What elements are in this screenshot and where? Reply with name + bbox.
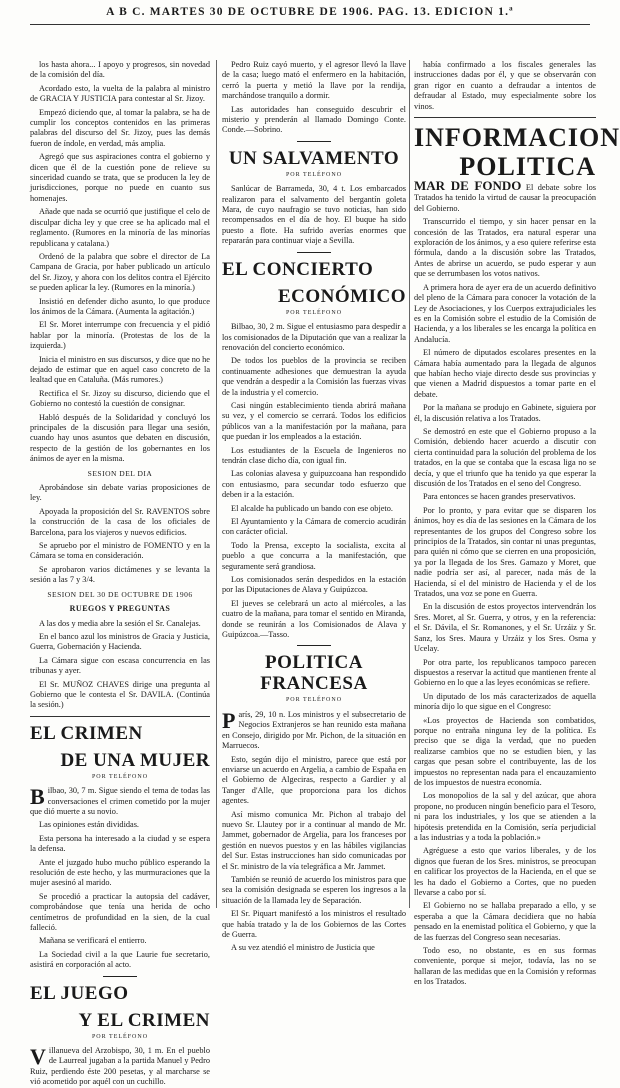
concierto-headline-2: ECONÓMICO bbox=[278, 285, 406, 307]
politica-headline: POLITICA bbox=[459, 152, 596, 182]
sesion-p1: Apoyada la proposición del Sr. RAVENTOS sobre la construcción de la casa de los oficiales de Barcelona, para los viajeros y nuevos edificios. bbox=[30, 506, 210, 537]
crimen-p1: Las opiniones están divididas. bbox=[39, 820, 140, 830]
politica-p1: Esto, según dijo el ministro, parece que está por enviarse un acuerdo en Argelia, a cambio de España en el Gobierno de Algeciras, respecto a Gardier y al Tanger d'Alle, que proporciona para los dichos agentes. bbox=[222, 754, 406, 806]
concierto-p3: Los estudiantes de la Escuela de Ingenieros no tendrán clase dicho día, con igual fin. bbox=[222, 445, 406, 465]
separator bbox=[103, 976, 137, 977]
ruegos-p3: El Sr. MUÑOZ CHAVES dirige una pregunta al Gobierno que le contesta el Sr. DAVILA. (Continúa la sesión.) bbox=[30, 679, 210, 710]
column-rule-2 bbox=[409, 60, 410, 908]
juego-byline: POR TELÉFONO bbox=[91, 1033, 149, 1040]
sesion-p2: Se apruebo por el ministro de FOMENTO y en la Cámara se toma en consideración. bbox=[30, 541, 210, 561]
juego-dropcap: V bbox=[30, 1044, 46, 1070]
concierto-p7: Todo la Prensa, excepto la socialista, excita al pueblo a que concurra a la manifestación, que seguramente será grandiosa. bbox=[222, 540, 406, 571]
sesion-date: SESION DEL 30 DE OCTUBRE DE 1906 bbox=[47, 589, 193, 599]
col1-intro-p8: Inicia el ministro en sus discursos, y dice que no he dejado de estimar que en aquel caso concreto de la lealtad que en Cataluña. (Más rumores.) bbox=[30, 354, 210, 385]
info-p9: Un diputado de los más caracterizados de aquella minoría dijo lo que sigue en el Congreso: bbox=[414, 691, 596, 712]
info-p0: Transcurrido el tiempo, y sin hacer pensar en la concesión de las Tratados, era natural esperar una exploración de los ánimos, y a eso quiere referirse esta fórmula, dando a la discusión sobre las Tratados, Antes de abrirse un acuerdo, se pudo esperar y aun que se derrumbasen los votos nativos. bbox=[414, 217, 596, 279]
politica-p0: arís, 29, 10 n. Los ministros y el subsecretario de Negocios Extranjeros se han reunido esta mañana en Consejo, dirigido por Mr. Pichon, de la situación en Marruecos. bbox=[222, 709, 406, 751]
concierto-p8: Los comisionados serán despedidos en la estación por las Diputaciones de Alava y Guipúzcoa. bbox=[222, 575, 406, 595]
ruegos-p2: La Cámara sigue con escasa concurrencia en las tribunas y ayer. bbox=[30, 655, 210, 676]
info-p1: A primera hora de ayer era de un acuerdo definitivo del pleno de la Cámara para conocer la votación de la Ley de Asociaciones, y los Cuerpos extrajudiciales les es en la Comisión sobre el estudio de la Comisión de Hacienda, y a los liberales se les encarga la política en Andalucía. bbox=[414, 282, 596, 344]
concierto-p2: Casi ningún establecimiento tienda abrirá mañana su vez, y el comercio se cerrará. Todos los edificios públicos van a la manifestación por la mañana, para que puedan ir los empleados a la estación. bbox=[222, 400, 406, 442]
col1-intro-p2: Empezó diciendo que, al tomar la palabra, se ha de cumplir los conceptos contenidos en las primeras palabras del discurso del Sr. Jizoy, pues las demás fueron de índole, en verdad, más amplia. bbox=[30, 107, 210, 148]
politica-byline: POR TELÉFONO bbox=[285, 697, 343, 704]
sesion-p0: Aprobándose sin debate varias proposiciones de ley. bbox=[30, 483, 210, 503]
info-p5: Para entonces se hacen grandes preservativos. bbox=[423, 492, 576, 502]
politica-p2: Así mismo comunica Mr. Pichon al trabajo del nuevo Sr. Llautey por ir a continuar al mando de Mr. Jammet, gobernador de Argelia, para los franceses por gestión en nuevos puestos y en las hábiles vigilancias del Sur. Estas instrucciones han sido comunicadas por el Sr. ministro de la vía telegráfica a Mr. Jammet. bbox=[222, 809, 406, 871]
crimen-headline-1: EL CRIMEN bbox=[30, 722, 143, 744]
juego-headline-2: Y EL CRIMEN bbox=[78, 1009, 210, 1031]
politica-francesa-headline: POLITICA FRANCESA bbox=[260, 652, 368, 695]
col1-intro-p7: El Sr. Moret interrumpe con frecuencia y el pidió hablar por la minoría. (Protestas de los de la izquierda.) bbox=[30, 320, 210, 351]
concierto-p9: El jueves se celebrará un acto al miércoles, a las cuatro de la mañana, para tomar el sentido en Miranda, donde se reunirán a los Comisionados de Alava y Guipúzcoa.—Tasso. bbox=[222, 598, 406, 640]
info-p3: Por la mañana se produjo en Gabinete, siguiera por él, la discusión relativa a los Tratados. bbox=[414, 403, 596, 423]
politica-p4: El Sr. Piquart manifestó a los ministros el resultado que había tratado y la de los Gobiernos de las Cortes de Guerra. bbox=[222, 909, 406, 939]
juego-headline-1: EL JUEGO bbox=[30, 982, 129, 1004]
info-p10: «Los proyectos de Hacienda son combatidos, porque no entraña ninguna ley de la política. Es preciso que se diga la verdad, que no pueden realizarse cambios que no se estudien bien, y las cargas que pesan sobre el contribuyente, las de los impuestos no representan nada para el encauzamiento de los impuestos de nuestra economía. bbox=[414, 715, 596, 787]
concierto-p5: El alcalde ha publicado un bando con ese objeto. bbox=[231, 503, 393, 513]
salvamento-headline: UN SALVAMENTO bbox=[228, 147, 400, 169]
lead-boxed: MAR DE FONDO bbox=[414, 178, 522, 194]
concierto-p4: Las colonias alavesa y guipuzcoana han respondido con entusiasmo, para secundar todo esfuerzo que deben ir a la estación. bbox=[222, 469, 406, 500]
lead-text: El debate sobre los Tratados ha tenido la virtud de causar la preocupación del Gobierno. bbox=[414, 183, 597, 213]
info-p12: Agréguese a esto que varios liberales, y de los dignos que fueran de los Sres. ministros, se preocupan en calificar los proyectos de la Hacienda, en el que se les ha dado el Gobierno a Cortes, que no pueden llevarse a cabo por sí. bbox=[414, 846, 596, 898]
col1-intro-p1: Acordado esto, la vuelta de la palabra al ministro de GRACIA Y JUSTICIA para contestar al Sr. Jizoy. bbox=[30, 83, 210, 104]
column-rule-1 bbox=[216, 60, 217, 908]
info-p14: Todo eso, no obstante, es en sus formas conveniente, porque si mejor, todavía, las no se hallaran de las medidas que en la Comisión y reformas en los Tratados. bbox=[414, 946, 596, 987]
crimen-p5: Mañana se verificará el entierro. bbox=[39, 936, 147, 946]
separator bbox=[297, 252, 331, 253]
ruegos-p1: En el banco azul los ministros de Gracia y Justicia, Guerra, Gobernación y Hacienda. bbox=[30, 631, 210, 652]
separator bbox=[30, 716, 210, 717]
concierto-p0: Bilbao, 30, 2 m. Sigue el entusiasmo para despedir a los comisionados de la Diputación que van a realizar la renovación del concierto económico. bbox=[222, 322, 406, 352]
col1-intro-p0: los hasta ahora... I apoyo y progresos, sin novedad de la comisión del día. bbox=[30, 60, 210, 80]
col1-intro-p4: Añade que nada se ocurrió que justifique el celo de disculpar dicha ley y que cree se ha aplicado mal el reglamento. (Rumores en la minoría de las minorías republicana y catalana.) bbox=[30, 207, 210, 248]
column-3 bbox=[414, 60, 620, 987]
ruegos-p0: A las dos y media abre la sesión el Sr. Canalejas. bbox=[39, 618, 201, 628]
col1-intro-p10: Habló después de la Solidaridad y concluyó los principales de la discusión para llegar una sesión, cuando hay unos asuntos que debaten en discusión, respecto de la gestión de los gobernantes en los ánimos de ayer en la misma. bbox=[30, 412, 210, 464]
crimen-p4: Se procedió a practicar la autopsia del cadáver, comprobándose que tenía una herida de ocho centímetros de profundidad en la sien, de la cual falleció. bbox=[30, 891, 210, 933]
col2-top-p0: Pedro Ruiz cayó muerto, y el agresor llevó la llave de la casa; luego mató el enfermero en la habitación, cerró la puerta y metió la llave por la rendija, marchándose tranquilo a dormir. bbox=[222, 60, 406, 101]
col1-intro-p9: Rectifica el Sr. Jizoy su discurso, diciendo que el Gobierno no contestó la cuestión de consignar. bbox=[30, 388, 210, 409]
col1-intro-p6: Insistió en defender dicho asunto, lo que produce los ánimos de la Cámara. (Aumenta la agitación.) bbox=[30, 296, 210, 316]
crimen-headline-2: DE UNA MUJER bbox=[60, 749, 210, 771]
salvamento-p0: Sanlúcar de Barrameda, 30, 4 t. Los embarcados realizaron para el salvamento del bergantín goleta Mara, de cuyo naufragio se tuvo noticias, han sido recompensados en el día de hoy. El buque ha sido puesto a flote. Ha sufrido averías enormes que repararán para continuar viaje a Sevilla. bbox=[222, 184, 406, 246]
crimen-p2: Esta persona ha interesado a la ciudad y se espera la defensa. bbox=[30, 833, 210, 854]
politica-p5: A su vez atendió el ministro de Justicia que bbox=[231, 943, 375, 953]
salvamento-byline: POR TELÉFONO bbox=[285, 171, 343, 178]
crimen-dropcap: B bbox=[30, 784, 45, 810]
col1-intro-p5: Ordenó de la palabra que sobre el director de La Campana de Gracia, por haber publicado un artículo del Sr. Jizoy, y ahora con los delitos contra el Ejército se pueden aplicar la ley. (Rumores en la minoría.) bbox=[30, 251, 210, 293]
sesion-title: SESION DEL DIA bbox=[87, 468, 153, 478]
info-p8: Por otra parte, los republicanos tampoco parecen dispuestos a reservar la actitud que mantienen frente al Gobierno en lo que a las leyes económicas se refiere. bbox=[414, 657, 596, 688]
info-p13: El Gobierno no se hallaba preparado a ello, y se esperaba a que la Cámara decidiera que no había pensado en la enemistad política el Gobierno, y que la de las fuerzas del Congreso sean necesarias. bbox=[414, 901, 596, 942]
column-2 bbox=[222, 60, 406, 953]
concierto-p6: El Ayuntamiento y la Cámara de comercio acudirán con carácter oficial. bbox=[222, 517, 406, 537]
concierto-p1: De todos los pueblos de la provincia se reciben continuamente adhesiones que demuestran la ayuda que vendrán a despedir a la Comisión las fuerzas vivas de la industria y el comercio. bbox=[222, 356, 406, 397]
concierto-byline: POR TELÉFONO bbox=[285, 309, 343, 316]
juego-p0: illanueva del Arzobispo, 30, 1 m. En el pueblo de Laurreal jugaban a la partida Manuel y Pedro Ruiz, perdiendo éste 200 pesetas, y al marcharse se vió acometido por aquél con un cuchillo. bbox=[30, 1046, 210, 1087]
info-p2: El número de diputados escolares presentes en la Cámara había aumentado para la llegada de algunos que habían hecho viaje directo desde sus provincias y que vienen a Madrid dispuestos a tomar parte en el debate. bbox=[414, 348, 596, 399]
crimen-byline: POR TELÉFONO bbox=[91, 773, 149, 780]
informacion-headline: INFORMACION bbox=[414, 123, 620, 153]
politica-dropcap: P bbox=[222, 707, 236, 733]
info-p11: Los monopolios de la sal y del azúcar, que ahora propone, no producen ningún beneficio para el Tesoro, ni para los industriales, y los que se atienden a la hipótesis pretendida en la Comisión, sería perjudicial a las industrias y a toda la población.» bbox=[414, 791, 596, 842]
col1-intro-p3: Agregó que sus aspiraciones contra el gobierno y dicen que él de la cuestión pone de relieve su sinceridad cuando se trata, que se producen la ley de jurisdicciones, porque no puede en cuanto sus homenajes. bbox=[30, 152, 210, 203]
column-1 bbox=[30, 60, 210, 1087]
crimen-p0: ilbao, 30, 7 m. Sigue siendo el tema de todas las conversaciones el crimen cometido por la mujer que dió muerte a su novio. bbox=[30, 786, 210, 816]
separator bbox=[297, 141, 331, 142]
info-p6: Por lo pronto, y para evitar que se disparen los ánimos, hoy es día de las sesiones en la Cámara de los representantes de los grupos del Congreso sobre los principios de la Tratados, sin contar ni unas preguntas, para quién ni cómo que se cierren en una proposición, ya por la llegada de los Sres. Gamazo y Moret, que nadie podría ser así, al parecer, nada más de la Hacienda, sí el del ministro de Hacienda y el de los Tratados, una voz se pone en Guerra. bbox=[414, 505, 596, 599]
crimen-p6: La Sociedad civil a la que Laurie fue secretario, asistirá en corporación al acto. bbox=[30, 949, 210, 970]
header-rule bbox=[30, 24, 590, 25]
info-p7: En la discusión de estos proyectos intervendrán los Sres. Moret, al Sr. Guerra, y otros, y en la referencia: el Sr. Dávila, el Sr. Romanones, y el Sr. Urzáiz y Sr. Sanz, los Sres. Maura y Urzáiz y los Sres. Osma y Ucelay. bbox=[414, 602, 596, 654]
ruegos-title: RUEGOS Y PREGUNTAS bbox=[69, 604, 171, 614]
col3-top-p0: había confirmado a los fiscales generales las instrucciones dadas por él, y que se observarán con gran rigor en cuanto a defraudar a intentos de defraudar al Estado, muy especialmente sobre los vinos. bbox=[414, 60, 596, 111]
concierto-headline-1: EL CONCIERTO bbox=[222, 258, 374, 280]
info-p4: Se demostró en este que el Gobierno propuso a la Comisión, debiendo hacer acuerdo a discutir con cierta continuidad para la solución del problema de los tratados, en la que se contaba que la escasa liga no se decía, y que el triunfo que ha tenido ya que esperar la discusión de los Tratados en el seno del Congreso. bbox=[414, 426, 596, 488]
running-head: A B C. MARTES 30 DE OCTUBRE DE 1906. PAG. 13. EDICION 1.ª bbox=[106, 6, 514, 18]
col2-top-p1: Las autoridades han conseguido descubrir el misterio y prenderán al llamado Domingo Conte. Conde.—Sobrino. bbox=[222, 104, 406, 135]
sesion-p3: Se aprobaron varios dictámenes y se levanta la sesión a las 7 y 3/4. bbox=[30, 564, 210, 585]
separator bbox=[297, 645, 331, 646]
crimen-p3: Ante el juzgado hubo mucho público esperando la resolución de este hecho, y las murmuraciones que la mujer asesinó al marido. bbox=[30, 857, 210, 888]
col1-intro bbox=[30, 60, 210, 465]
separator bbox=[414, 117, 596, 118]
politica-p3: También se reunió de acuerdo los ministros para que sea la comisión designada se esperen los ingresos a la situación de la llamada ley de Separación. bbox=[222, 874, 406, 905]
